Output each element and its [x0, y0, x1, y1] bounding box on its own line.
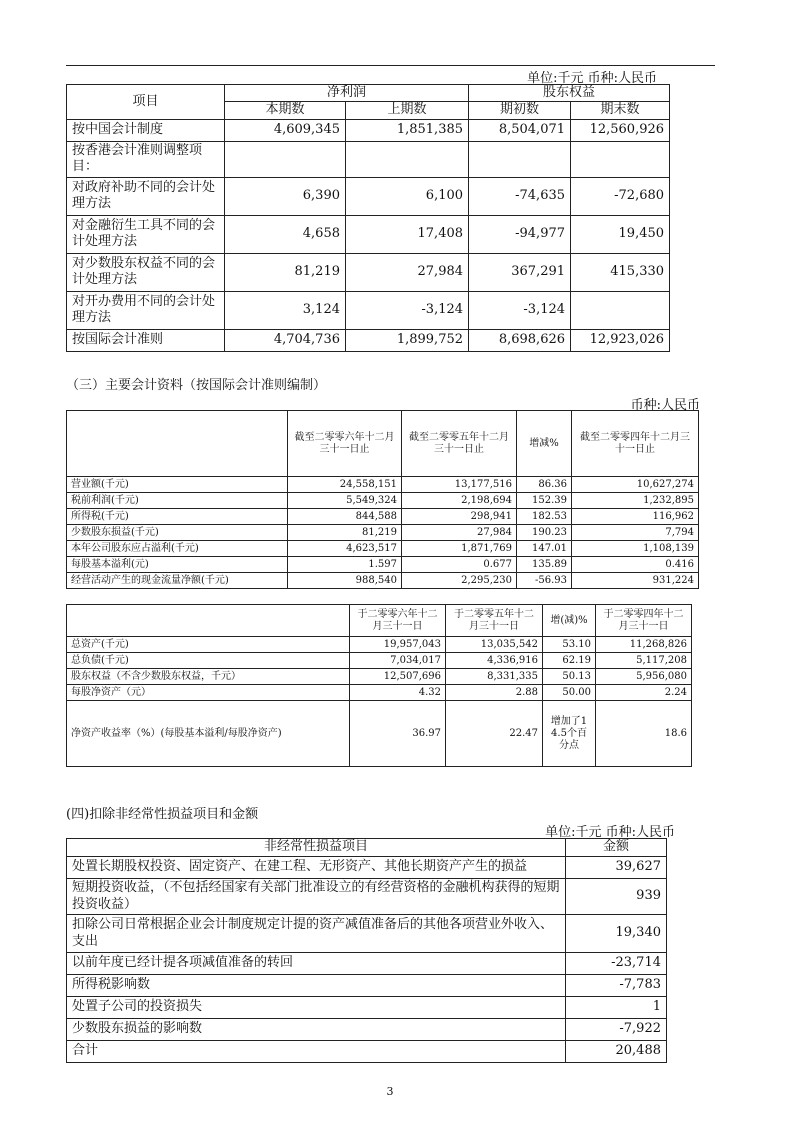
table1-unit-note: 单位:千元 币种:人民币: [527, 71, 657, 86]
cell: 20,488: [566, 1041, 667, 1063]
cell: 13,035,542: [446, 637, 543, 653]
row-label: 处置长期股权投资、固定资产、在建工程、无形资产、其他长期资产产生的损益: [67, 857, 566, 879]
cell: 81,219: [288, 525, 402, 541]
cell: 22.47: [446, 701, 543, 767]
section4-unit-note: 单位:千元 币种:人民币: [545, 825, 675, 840]
cell: -56.93: [517, 573, 572, 589]
cell: 12,923,026: [571, 329, 670, 351]
balance-data-table: [66, 604, 692, 767]
cell: 0.677: [402, 557, 517, 573]
cell: 19,957,043: [350, 637, 446, 653]
table-row: [67, 953, 667, 975]
cell: 6,100: [346, 177, 469, 215]
table-row: [67, 879, 667, 915]
header-previous: 上期数: [346, 102, 469, 119]
cell: 11,268,826: [596, 637, 692, 653]
header-change: 增(减)%: [543, 605, 596, 637]
cell: 27,984: [402, 525, 517, 541]
cell: -7,922: [566, 1019, 667, 1041]
table-row: [67, 119, 670, 141]
cell: 2,295,230: [402, 573, 517, 589]
cell: -3,124: [346, 291, 469, 329]
header-equity: 股东权益: [469, 85, 670, 102]
row-label: 按香港会计准则调整项目：: [67, 141, 225, 177]
cell: 17,408: [346, 215, 469, 253]
header-item: 非经常性损益项目: [67, 839, 566, 857]
header-change: 增减%: [517, 411, 572, 477]
table-row: [67, 253, 670, 291]
cell: 4,623,517: [288, 541, 402, 557]
cell: 1: [566, 997, 667, 1019]
cell: 7,034,017: [350, 653, 446, 669]
cell: 8,698,626: [469, 329, 571, 351]
cell: 415,330: [571, 253, 670, 291]
cell: 1,108,139: [572, 541, 699, 557]
table-row: [67, 997, 667, 1019]
cell: 53.10: [543, 637, 596, 653]
cell: [469, 141, 571, 177]
row-label: 营业额(千元): [67, 477, 288, 493]
row-label: 少数股东损益的影响数: [67, 1019, 566, 1041]
row-label: 对金融衍生工具不同的会计处理方法: [67, 215, 225, 253]
section4-title: (四)扣除非经常性损益项目和金额: [66, 807, 259, 822]
cell: 4,609,345: [225, 119, 346, 141]
table-row: [67, 177, 670, 215]
cell: [225, 141, 346, 177]
table-row: [67, 573, 699, 589]
header-current: 本期数: [225, 102, 346, 119]
row-label: 每股净资产（元）: [67, 685, 350, 701]
row-label: 对政府补助不同的会计处理方法: [67, 177, 225, 215]
table-row: [67, 291, 670, 329]
key-accounting-data-table: [66, 410, 699, 589]
cell: 4,704,736: [225, 329, 346, 351]
cell: 4,658: [225, 215, 346, 253]
cell: 13,177,516: [402, 477, 517, 493]
cell: 5,549,324: [288, 493, 402, 509]
cell: 24,558,151: [288, 477, 402, 493]
cell: 0.416: [572, 557, 699, 573]
row-label: 以前年度已经计提各项减值准备的转回: [67, 953, 566, 975]
row-label: 扣除公司日常根据企业会计制度规定计提的资产减值准备后的其他各项营业外收入、支出: [67, 915, 566, 953]
row-label: 短期投资收益，（不包括经国家有关部门批准设立的有经营资格的金融机构获得的短期投资收益）: [67, 879, 566, 915]
header-item: 项目: [67, 85, 225, 120]
cell: 1,232,895: [572, 493, 699, 509]
cell: [346, 141, 469, 177]
cell: -23,714: [566, 953, 667, 975]
cell: 367,291: [469, 253, 571, 291]
row-label: 经营活动产生的现金流量净额(千元): [67, 573, 288, 589]
header-blank: [67, 411, 288, 477]
table-row: [67, 215, 670, 253]
cell: [571, 291, 670, 329]
cell: 135.89: [517, 557, 572, 573]
row-label: 按国际会计准则: [67, 329, 225, 351]
row-label: 合计: [67, 1041, 566, 1063]
cell: 2,198,694: [402, 493, 517, 509]
cell: -94,977: [469, 215, 571, 253]
row-label: 总负债(千元): [67, 653, 350, 669]
cell: 18.6: [596, 701, 692, 767]
header-end: 期末数: [571, 102, 670, 119]
cell: 2.88: [446, 685, 543, 701]
cell: 1,899,752: [346, 329, 469, 351]
row-label: 每股基本溢利(元): [67, 557, 288, 573]
cell: 6,390: [225, 177, 346, 215]
header-begin: 期初数: [469, 102, 571, 119]
cell: 844,588: [288, 509, 402, 525]
cell: 19,450: [571, 215, 670, 253]
section3-currency-note: 币种:人民币: [630, 398, 700, 413]
table-row: [67, 669, 692, 685]
table-row: [67, 541, 699, 557]
cell: 81,219: [225, 253, 346, 291]
cell: 27,984: [346, 253, 469, 291]
row-label: 对开办费用不同的会计处理方法: [67, 291, 225, 329]
header-2004: 于二零零四年十二月三十一日: [596, 605, 692, 637]
table-row: [67, 685, 692, 701]
cell: 152.39: [517, 493, 572, 509]
row-label: 股东权益（不含少数股东权益，千元）: [67, 669, 350, 685]
row-label: 净资产收益率（%）(每股基本溢利/每股净资产): [67, 701, 350, 767]
cell: 39,627: [566, 857, 667, 879]
table-row: [67, 653, 692, 669]
cell: 298,941: [402, 509, 517, 525]
cell: 1,851,385: [346, 119, 469, 141]
header-blank: [67, 605, 350, 637]
row-label: 对少数股东权益不同的会计处理方法: [67, 253, 225, 291]
cell: 增加了14.5个百分点: [543, 701, 596, 767]
row-label: 总资产(千元): [67, 637, 350, 653]
cell: 3,124: [225, 291, 346, 329]
header-net-profit: 净利润: [225, 85, 469, 102]
cell: 36.97: [350, 701, 446, 767]
gaap-reconciliation-table: [66, 84, 670, 352]
row-label: 所得税(千元): [67, 509, 288, 525]
table-row: [67, 525, 699, 541]
cell: 10,627,274: [572, 477, 699, 493]
cell: 116,962: [572, 509, 699, 525]
table-row: [67, 857, 667, 879]
header-2004: 截至二零零四年十二月三十一日止: [572, 411, 699, 477]
cell: -74,635: [469, 177, 571, 215]
row-label: 税前利润(千元): [67, 493, 288, 509]
table-row: [67, 975, 667, 997]
cell: 50.00: [543, 685, 596, 701]
cell: [571, 141, 670, 177]
cell: 190.23: [517, 525, 572, 541]
cell: 8,331,335: [446, 669, 543, 685]
table-row: [67, 915, 667, 953]
header-2006: 于二零零六年十二月三十一日: [350, 605, 446, 637]
cell: 939: [566, 879, 667, 915]
row-label: 本年公司股东应占溢利(千元): [67, 541, 288, 557]
table-row: [67, 637, 692, 653]
cell: -72,680: [571, 177, 670, 215]
cell: 1.597: [288, 557, 402, 573]
table-row: [67, 701, 692, 767]
cell: -3,124: [469, 291, 571, 329]
header-amount: 金额: [566, 839, 667, 857]
cell: 50.13: [543, 669, 596, 685]
row-label: 处置子公司的投资损失: [67, 997, 566, 1019]
table-row: [67, 557, 699, 573]
cell: 4,336,916: [446, 653, 543, 669]
table-row: [67, 493, 699, 509]
cell: 182.53: [517, 509, 572, 525]
cell: 5,956,080: [596, 669, 692, 685]
cell: 147.01: [517, 541, 572, 557]
header-2005: 截至二零零五年十二月三十一日止: [402, 411, 517, 477]
cell: 1,871,769: [402, 541, 517, 557]
header-2006: 截至二零零六年十二月三十一日止: [288, 411, 402, 477]
table-row: [67, 509, 699, 525]
cell: 12,507,696: [350, 669, 446, 685]
table-row: [67, 329, 670, 351]
page-number: 3: [386, 1085, 394, 1098]
section3-title: （三）主要会计资料（按国际会计准则编制）: [66, 378, 327, 393]
table-row: [67, 1019, 667, 1041]
cell: 19,340: [566, 915, 667, 953]
cell: 7,794: [572, 525, 699, 541]
table-row: [67, 141, 670, 177]
row-label: 所得税影响数: [67, 975, 566, 997]
cell: 931,224: [572, 573, 699, 589]
table-row: [67, 1041, 667, 1063]
header-2005: 于二零零五年十二月三十一日: [446, 605, 543, 637]
table-row: [67, 477, 699, 493]
cell: -7,783: [566, 975, 667, 997]
non-recurring-items-table: [66, 838, 667, 1063]
top-rule: [66, 65, 715, 66]
cell: 62.19: [543, 653, 596, 669]
cell: 988,540: [288, 573, 402, 589]
cell: 5,117,208: [596, 653, 692, 669]
cell: 86.36: [517, 477, 572, 493]
cell: 2.24: [596, 685, 692, 701]
cell: 4.32: [350, 685, 446, 701]
row-label: 少数股东损益(千元): [67, 525, 288, 541]
cell: 8,504,071: [469, 119, 571, 141]
row-label: 按中国会计制度: [67, 119, 225, 141]
cell: 12,560,926: [571, 119, 670, 141]
